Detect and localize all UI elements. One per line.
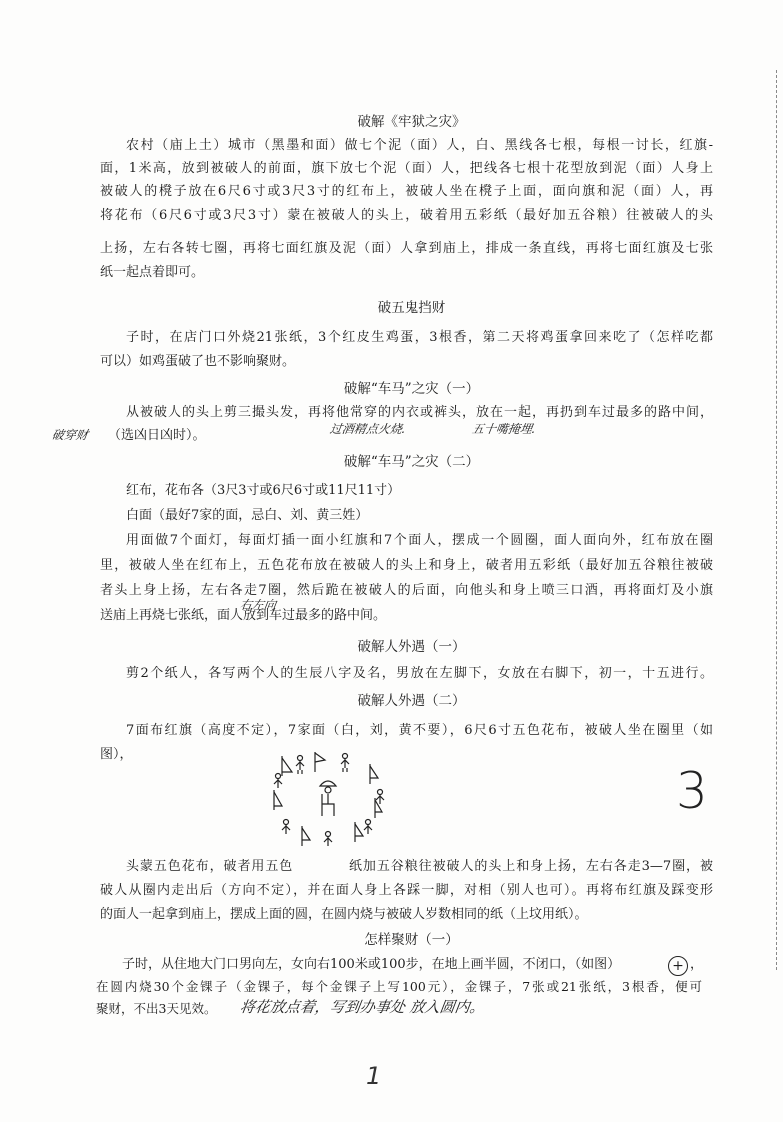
text-line: 农村（庙上土）城市（黑墨和面）做七个泥（面）人，白、黑线各七根，每根一讨长，红旗-: [126, 138, 713, 153]
section-title: 破解人外遇（一）: [357, 639, 466, 655]
flag-icon: [282, 756, 292, 776]
person-figure-icon: [274, 754, 384, 847]
text-line: 聚财，不出3天见效。: [96, 1001, 217, 1016]
flag-icon: [370, 764, 378, 784]
text-line: 上扬，左右各转七圈，再将七面红旗及泥（面）人拿到庙上，排成一条直线，再将七面红旗及七张: [100, 241, 713, 256]
text-line: 子时，在店门口外烧21张纸，3个红皮生鸡蛋，3根香，第二天将鸡蛋拿回来吃了（怎样吃都: [126, 330, 713, 345]
flag-icon: [274, 790, 282, 810]
text-line: 的面人一起拿到庙上，摆成上面的圆，在圆内烧与被破人岁数相同的纸（上坟用纸）。: [100, 907, 588, 922]
text-line: 将花布（6尺6寸或3尺3寸）蒙在被破人的头上，破着用五彩纸（最好加五谷粮）往被破人的头: [100, 208, 713, 223]
circle-plus-figure: +: [668, 956, 688, 976]
text-line: 子时，从住地大门口男向左，女向右100米或100步，在地上画半圆，不闭口，（如图）: [122, 957, 621, 972]
text-line: ，: [690, 957, 704, 972]
section-title: 破解“车马”之灾（一）: [343, 381, 480, 397]
text-line: 图），: [100, 747, 133, 762]
scan-edge-line: [775, 70, 777, 970]
handwritten-note: 过酒精点火烧.: [328, 422, 407, 436]
text-line: 者头上身上扬，左右各走7圈，然后跪在被破人的后面，向他头和身上喷三口酒，再将面灯及小旗: [100, 583, 713, 598]
page-number: 1: [366, 1062, 382, 1090]
section-title: 破五鬼挡财: [377, 300, 446, 316]
text-line: 7面布红旗（高度不定），7家面（白，刘，黄不要），6尺6寸五色花布，被破人坐在圈里（如: [126, 723, 713, 738]
text-line: 破人从圈内走出后（方向不定），并在面人身上各踩一脚，对相（别人也可）。再将布红旗及踩变形: [100, 883, 713, 898]
text-line: 白面（最好7家的面，忌白、刘、黄三姓）: [126, 508, 369, 523]
text-line: 红布，花布各（3尺3寸或6尺6寸或11尺11寸）: [126, 483, 401, 498]
text-line: （选凶日凶时）。: [108, 428, 206, 443]
flag-icon: [355, 822, 363, 842]
handwritten-note: 右左向: [238, 598, 277, 612]
seated-person-icon: [320, 781, 336, 816]
section-title: 破解《牢狱之灾》: [357, 114, 466, 130]
text-line: 面，1米高，放到被破人的前面，旗下放七个泥（面）人，把线各七根十花型放到泥（面）人身上: [100, 161, 713, 176]
handwritten-note: 破穿财: [50, 428, 89, 442]
margin-number-mark: 3: [676, 762, 708, 820]
text-line: 头蒙五色花布，破者用五色 纸加五谷粮往被破人的头上和身上扬，左右各走3—7圈，被: [126, 859, 713, 874]
text-line: 送庙上再烧七张纸，面人放到车过最多的路中间。: [100, 608, 387, 623]
section-title: 破解人外遇（二）: [357, 693, 466, 709]
text-line: 从被破人的头上剪三撮头发，再将他常穿的内衣或裤头，放在一起，再扔到车过最多的路中间，: [126, 405, 713, 420]
text-line: 用面做7个面灯，每面灯插一面小红旗和7个面人，摆成一个圆圈，面人面向外，红布放在圈: [126, 533, 713, 548]
handwritten-note: 五十嘴掩埋.: [470, 422, 537, 436]
flag-icon: [375, 798, 382, 818]
text-line: 剪2个纸人，各写两个人的生辰八字及名，男放在左脚下，女放在右脚下，初一，十五进行。: [126, 666, 713, 681]
section-title: 破解“车马”之灾（二）: [343, 454, 480, 470]
text-line: 被破人的櫈子放在6尺6寸或3尺3寸的红布上，被破人坐在櫈子上面，面向旗和泥（面）人，再: [100, 184, 713, 199]
flag-icon: [315, 752, 325, 772]
text-line: 在圆内烧30个金锞子（金锞子，每个金锞子上写100元），金锞子，7张或21张纸，3根香，便可: [96, 979, 702, 994]
circle-diagram: [270, 750, 390, 850]
handwritten-note: 将花放点着，写到办事处 放入圆内。: [238, 998, 486, 1016]
text-line: 可以）如鸡蛋破了也不影响聚财。: [100, 354, 296, 369]
flag-icon: [302, 826, 310, 846]
text-line: 纸一起点着即可。: [100, 265, 205, 280]
section-title: 怎样聚财（一）: [364, 932, 459, 948]
text-line: 里，被破人坐在红布上，五色花布放在被破人的头上和身上，破者用五彩纸（最好加五谷粮往被破: [100, 558, 713, 573]
